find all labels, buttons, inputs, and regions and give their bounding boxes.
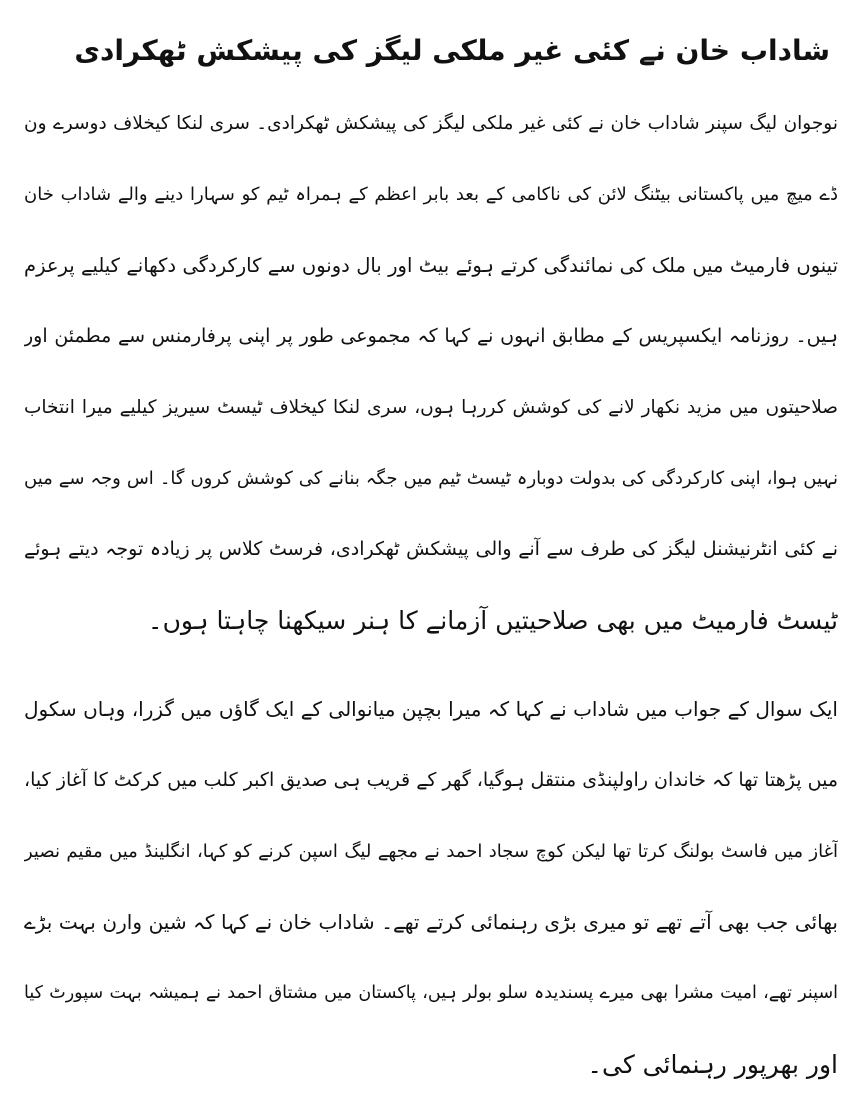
paragraph-line: نوجوان لیگ سپنر شاداب خان نے کئی غیر ملکی لیگز کی پیشکش ٹھکرادی۔ سری لنکا کیخلاف دوسرے ون [24,113,838,134]
paragraph-line: بھائی جب بھی آتے تھے تو میری بڑی رہنمائی کرتے تھے۔ شاداب خان نے کہا کہ شین وارن بہت بڑے [24,910,838,934]
paragraph-line: اور بھرپور رہنمائی کی۔ [587,1050,838,1079]
paragraph-line: آغاز میں فاسٹ بولنگ کرتا تھا لیکن کوچ سجاد احمد نے مجھے لیگ اسپن کرنے کو کہا، انگلینڈ میں مقیم نصیر [24,841,838,862]
article-paragraph-2 [24,674,838,1100]
paragraph-line: نے کئی انٹرنیشنل لیگز کی طرف سے آنے والی پیشکش ٹھکرادی، فرسٹ کلاس پر زیادہ توجہ دیتے ہوئے [24,538,838,560]
article-paragraph-1 [24,88,838,656]
paragraph-line: ایک سوال کے جواب میں شاداب نے کہا کہ میرا بچپن میانوالی کے ایک گاؤں میں گزرا، وہاں سکول [24,697,838,721]
paragraph-line: ہیں۔ روزنامہ ایکسپریس کے مطابق انہوں نے کہا کہ مجموعی طور پر اپنی پرفارمنس سے مطمئن اور [24,325,838,347]
paragraph-line: تینوں فارمیٹ میں ملک کی نمائندگی کرتے ہوئے بیٹ اور بال دونوں سے کارکردگی دکھانے کیلیے پرعزم [24,254,838,277]
paragraph-line: ٹیسٹ فارمیٹ میں بھی صلاحیتیں آزمانے کا ہنر سیکھنا چاہتا ہوں۔ [147,606,838,635]
paragraph-line: اسپنر تھے، امیت مشرا بھی میرے پسندیدہ سلو بولر ہیں، پاکستان میں مشتاق احمد نے ہمیشہ بہت سپورٹ کیا [24,983,838,1003]
article-headline: شاداب خان نے کئی غیر ملکی لیگز کی پیشکش ٹھکرادی [74,34,830,67]
paragraph-line: میں پڑھتا تھا کہ خاندان راولپنڈی منتقل ہوگیا، گھر کے قریب ہی صدیق اکبر کلب میں کرکٹ کا آغاز کیا، [24,769,838,791]
paragraph-line: صلاحیتوں میں مزید نکھار لانے کی کوشش کررہا ہوں، سری لنکا کیخلاف ٹیسٹ سیریز کیلیے میرا انتخاب [24,397,838,418]
paragraph-line: ڈے میچ میں پاکستانی بیٹنگ لائن کی ناکامی کے بعد بابر اعظم کے ہمراہ ٹیم کو سہارا دینے والے شاداب خان [24,184,838,205]
paragraph-line: نہیں ہوا، اپنی کارکردگی کی بدولت دوبارہ ٹیسٹ ٹیم میں جگہ بنانے کی کوشش کروں گا۔ اس وجہ سے میں [24,468,838,489]
